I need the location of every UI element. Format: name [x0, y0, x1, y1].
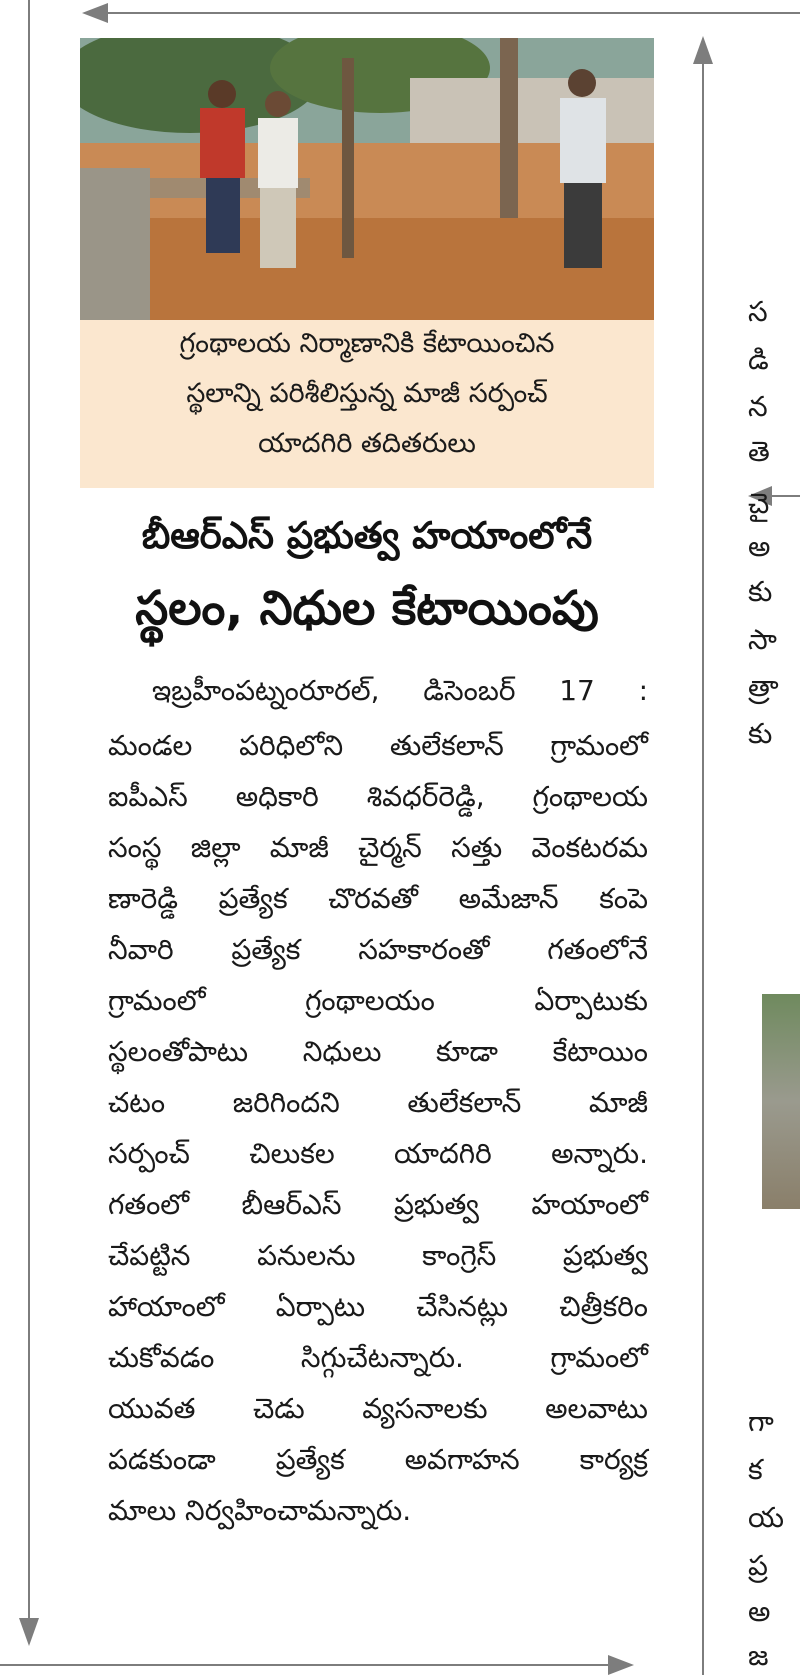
- left-border-line: [28, 0, 30, 1622]
- caption-line: గ్రంథాలయ నిర్మాణానికి కేటాయించిన: [179, 328, 555, 359]
- arrow-down-icon: [19, 1618, 39, 1646]
- side-fragment: కు: [748, 717, 773, 750]
- arrow-right-icon: [608, 1655, 634, 1675]
- top-border-line: [105, 12, 800, 14]
- article-line: మాలు నిర్వహించామన్నారు.: [108, 1494, 412, 1527]
- news-photo: [80, 38, 654, 320]
- side-fragment: తె: [748, 435, 770, 468]
- headline-line-2: స్థలం, నిధుల కేటాయింపు: [135, 581, 599, 636]
- side-fragment: న: [748, 390, 768, 423]
- column-divider-line: [702, 60, 704, 1675]
- article-line: చటం జరిగిందని తులేకలాన్ మాజీ: [108, 1086, 648, 1119]
- article-line: సంస్థ జిల్లా మాజీ చైర్మన్ సత్తు వెంకటరమ: [108, 831, 648, 864]
- side-fragment: స: [748, 295, 768, 328]
- article-line: హాయాంలో ఏర్పాటు చేసినట్లు చిత్రీకరిం: [108, 1290, 648, 1323]
- article-line: ఐపీఎస్ అధికారి శివధర్‌రెడ్డి, గ్రంథాలయ: [108, 780, 648, 813]
- field-inspection-photo: [80, 38, 654, 320]
- side-fragment: సా: [748, 623, 777, 656]
- side-fragment: త్రా: [748, 670, 779, 703]
- side-fragment: క: [748, 1453, 763, 1486]
- side-fragment: అ: [748, 1595, 771, 1628]
- article-line: మండల పరిధిలోని తులేకలాన్ గ్రామంలో: [108, 729, 648, 762]
- side-fragment: య: [748, 1501, 785, 1534]
- article-line: స్థలంతోపాటు నిధులు కూడా కేటాయిం: [108, 1035, 648, 1068]
- side-fragment: ప్ర: [748, 1549, 768, 1582]
- article-line: గతంలో బీఆర్ఎస్ ప్రభుత్వ హయాంలో: [108, 1188, 648, 1221]
- bottom-border-line: [0, 1664, 610, 1666]
- article-line: సర్పంచ్ చిలుకల యాదగిరి అన్నారు.: [108, 1137, 648, 1170]
- article-line: చేపట్టిన పనులను కాంగ్రెస్ ప్రభుత్వ: [108, 1239, 648, 1272]
- caption-line: యాదగిరి తదితరులు: [258, 428, 476, 459]
- photo-caption: [80, 320, 654, 488]
- arrow-up-icon: [693, 36, 713, 64]
- article-line: పడకుండా ప్రత్యేక అవగాహన కార్యక్ర: [108, 1443, 648, 1476]
- side-article-marker: [770, 495, 800, 497]
- article-line: నీవారి ప్రత్యేక సహకారంతో గతంలోనే: [108, 933, 648, 966]
- side-fragment: అ: [748, 530, 771, 563]
- side-fragment: జ: [748, 1639, 769, 1672]
- article-dateline: ఇబ్రహీంపట్నంరూరల్, డిసెంబర్ 17 :: [152, 674, 648, 707]
- side-photo: [762, 994, 800, 1209]
- headline-line-1: బీఆర్ఎస్ ప్రభుత్వ హయాంలోనే: [141, 514, 593, 557]
- side-fragment: డి: [748, 343, 769, 376]
- article-line: యువత చెడు వ్యసనాలకు అలవాటు: [108, 1392, 648, 1425]
- side-fragment: కు: [748, 575, 773, 608]
- side-fragment: చై: [748, 487, 770, 520]
- arrow-left-icon: [82, 3, 108, 23]
- article-line: గ్రామంలో గ్రంథాలయం ఏర్పాటుకు: [108, 984, 648, 1017]
- side-fragment: గా: [748, 1405, 774, 1438]
- article-line: చుకోవడం సిగ్గుచేటన్నారు. గ్రామంలో: [108, 1341, 648, 1374]
- caption-line: స్థలాన్ని పరిశీలిస్తున్న మాజీ సర్పంచ్: [186, 378, 548, 409]
- article-line: ణారెడ్డి ప్రత్యేక చొరవతో అమేజాన్ కంపె: [108, 882, 648, 915]
